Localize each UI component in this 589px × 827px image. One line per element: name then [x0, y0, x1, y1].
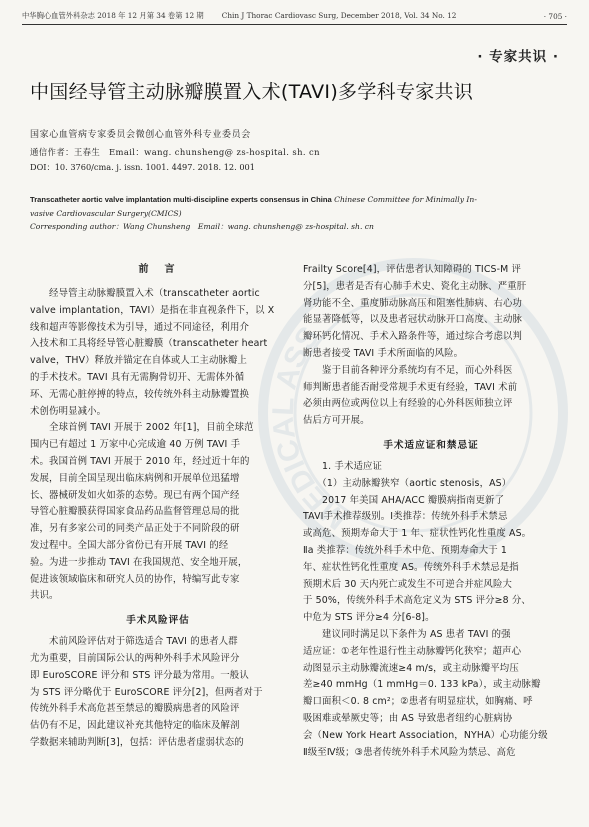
- text-line: （1）主动脉瓣狭窄（aortic stenosis，AS）: [303, 477, 512, 489]
- text-line: 鉴于目前各种评分系统均有不足，而心外科医: [303, 364, 513, 376]
- right-column: [303, 262, 559, 761]
- text-line: 共识。: [30, 590, 59, 602]
- preface-paragraphs: [30, 286, 286, 605]
- header-rule: [22, 24, 567, 25]
- heading-risk-assessment: 手术风险评估: [126, 615, 190, 627]
- text-line: 肾功能不全、重度肺动脉高压和阻塞性肺病、右心功: [303, 297, 523, 309]
- text-line: 促进该领域临床和研究人员的协作，特编写此专家: [30, 573, 240, 585]
- watermark-text: MEDICAL ASS: [266, 320, 354, 536]
- text-line: 吸困难或晕厥史等；由 AS 导致患者纽约心脏病协: [303, 712, 513, 724]
- text-line: 或高危、预期寿命大于 1 年、症状性钙化性重度 AS。: [303, 528, 532, 540]
- text-line: 1. 手术适应证: [303, 460, 383, 472]
- indication-paragraphs: [303, 459, 559, 761]
- risk-paragraphs-continued: [303, 262, 559, 430]
- text-line: 建议同时满足以下条件为 AS 患者 TAVI 的强: [303, 628, 511, 640]
- article-title: 中国经导管主动脉瓣膜置入术(TAVI)多学科专家共识: [30, 81, 474, 103]
- english-committee-1: Chinese Committee for Minimally In-: [334, 195, 477, 204]
- text-line: 长、器械研发如火如荼的态势。现已有两个国产经: [30, 489, 240, 501]
- text-line: 发展，目前全国呈现出临床病例和开展单位迅猛增: [30, 472, 240, 484]
- text-line: 的手术技术。TAVI 具有无需胸骨切开、无需体外循: [30, 371, 245, 383]
- text-line: 学数据来辅助判断[3]，包括：评估患者虚弱状态的: [30, 736, 244, 748]
- text-line: 尤为重要，目前国际公认的两种外科手术风险评分: [30, 652, 240, 664]
- text-line: 能显著降低等，以及患者冠状动脉开口高度、主动脉: [303, 314, 523, 326]
- left-column: [30, 262, 286, 752]
- text-line: 中危为 STS 评分≥4 分[6-8]。: [303, 612, 435, 624]
- text-line: 术前风险评估对于筛选适合 TAVI 的患者人群: [30, 636, 238, 648]
- text-line: Frailty Score[4]，评估患者认知障碍的 TICS-M 评: [303, 264, 522, 275]
- running-header: [22, 9, 567, 23]
- text-line: 断患者接受 TAVI 手术所面临的风险。: [303, 347, 464, 359]
- corresponding-author: 通信作者：王春生 Email：wang. chunsheng@ zs-hospital. sh. cn: [30, 147, 320, 157]
- doi: DOI：10. 3760/cma. j. issn. 1001. 4497. 2018. 12. 001: [30, 162, 255, 172]
- text-line: 差≥40 mmHg（1 mmHg＝0. 133 kPa），或主动脉瓣: [303, 679, 541, 691]
- risk-paragraphs: [30, 634, 286, 752]
- text-line: Ⅱ级至Ⅳ级；③患者传统外科手术风险为禁忌、高危: [303, 746, 516, 758]
- text-line: 围内已有超过 1 万家中心完成逾 40 万例 TAVI 手: [30, 439, 241, 451]
- text-line: 发过程中。全国大部分省份已有开展 TAVI 的经: [30, 539, 229, 551]
- text-line: 估后方可开展。: [303, 415, 370, 427]
- english-abstract-header: [30, 193, 560, 234]
- text-line: 准，另有多家公司的同类产品正处于不同阶段的研: [30, 523, 240, 535]
- english-title-line: [30, 193, 560, 207]
- text-line: 会（New York Heart Association，NYHA）心功能分级: [303, 729, 548, 741]
- text-line: valve，THV）释放并锚定在自体或人工主动脉瓣上: [30, 355, 248, 367]
- text-line: Ⅱa 类推荐：传统外科手术中危、预期寿命大于 1: [303, 544, 508, 556]
- text-line: 即 EuroSCORE 评分和 STS 评分最为常用。一般认: [30, 669, 249, 681]
- text-line: 环、无需心脏停搏的特点，较传统外科主动脉瓣置换: [30, 388, 250, 400]
- english-corresponding: Corresponding author：Wang Chunsheng Email：wang. chunsheng@ zs-hospital. sh. cn: [30, 222, 374, 231]
- heading-preface: 前 言: [138, 264, 178, 275]
- english-committee-2: vasive Cardiovascular Surgery(CMICS): [30, 208, 182, 218]
- english-title: Transcatheter aortic valve implantation multi-discipline experts consensus in China: [30, 195, 332, 204]
- author-organization: 国家心血管病专家委员会微创心血管外科专业委员会: [30, 130, 251, 140]
- journal-name-cn: 中华胸心血管外科杂志 2018 年 12 月第 34 卷第 12 期: [22, 11, 204, 20]
- text-line: 师判断患者能否耐受常规手术更有经验，TAVI 术前: [303, 381, 518, 393]
- text-line: 估仍有不足，因此建议补充其他特定的临床及解剖: [30, 720, 240, 732]
- text-line: 瓣口面积＜0. 8 cm²；②患者有明显症状，如胸痛、呼: [303, 696, 533, 708]
- text-line: 分[5]，患者是否有心肺手术史、瓷化主动脉、严重肝: [303, 280, 527, 292]
- text-line: 2017 年美国 AHA/ACC 瓣膜病指南更新了: [303, 494, 505, 506]
- text-line: 全球首例 TAVI 开展于 2002 年[1]，目前全球范: [30, 422, 254, 434]
- text-line: 线和超声等影像技术为引导，通过不同途径，利用介: [30, 321, 250, 333]
- text-line: 适应证：①老年性退行性主动脉瓣钙化狭窄；超声心: [303, 645, 522, 657]
- text-line: 术。我国首例 TAVI 开展于 2010 年，经过近十年的: [30, 455, 250, 467]
- text-line: 年、症状性钙化性重度 AS。传统外科手术禁忌是指: [303, 561, 519, 573]
- journal-name-en: Chin J Thorac Cardiovasc Surg, December 2018, Vol. 34 No. 12: [221, 11, 457, 20]
- text-line: TAVI手术推荐级别。Ⅰ类推荐：传统外科手术禁忌: [303, 511, 508, 523]
- text-line: 导管心脏瓣膜获得国家食品药品监督管理总局的批: [30, 506, 240, 518]
- text-line: 为 STS 评分略优于 EuroSCORE 评分[2]，但两者对于: [30, 686, 263, 698]
- page-number: · 705 ·: [543, 11, 567, 21]
- text-line: 验。为进一步推动 TAVI 在我国规范、安全地开展，: [30, 556, 248, 568]
- text-line: 传统外科手术高危甚至禁忌的瓣膜病患者的风险评: [30, 703, 240, 715]
- text-line: 预期术后 30 天内死亡或发生不可逆合并症风险大: [303, 578, 512, 590]
- text-line: 于 50%，传统外科手术高危定义为 STS 评分≥8 分、: [303, 595, 531, 607]
- text-line: 术创伤明显减小。: [30, 405, 107, 417]
- text-line: 动图显示主动脉瓣流速≥4 m/s，或主动脉瓣平均压: [303, 662, 519, 674]
- section-tag: · 专家共识 ·: [477, 49, 559, 65]
- text-line: 入技术和工具将经导管心脏瓣膜（transcatheter heart: [30, 338, 268, 350]
- text-line: 瓣环钙化情况、手术入路条件等，通过综合考虑以判: [303, 331, 523, 343]
- text-line: 必须由两位或两位以上有经验的心外科医师独立评: [303, 398, 513, 410]
- heading-indications: 手术适应证和禁忌证: [383, 439, 479, 451]
- text-line: valve implantation，TAVI）是指在非直视条件下，以 X: [30, 304, 275, 316]
- text-line: 经导管主动脉瓣膜置入术（transcatheter aortic: [30, 288, 260, 299]
